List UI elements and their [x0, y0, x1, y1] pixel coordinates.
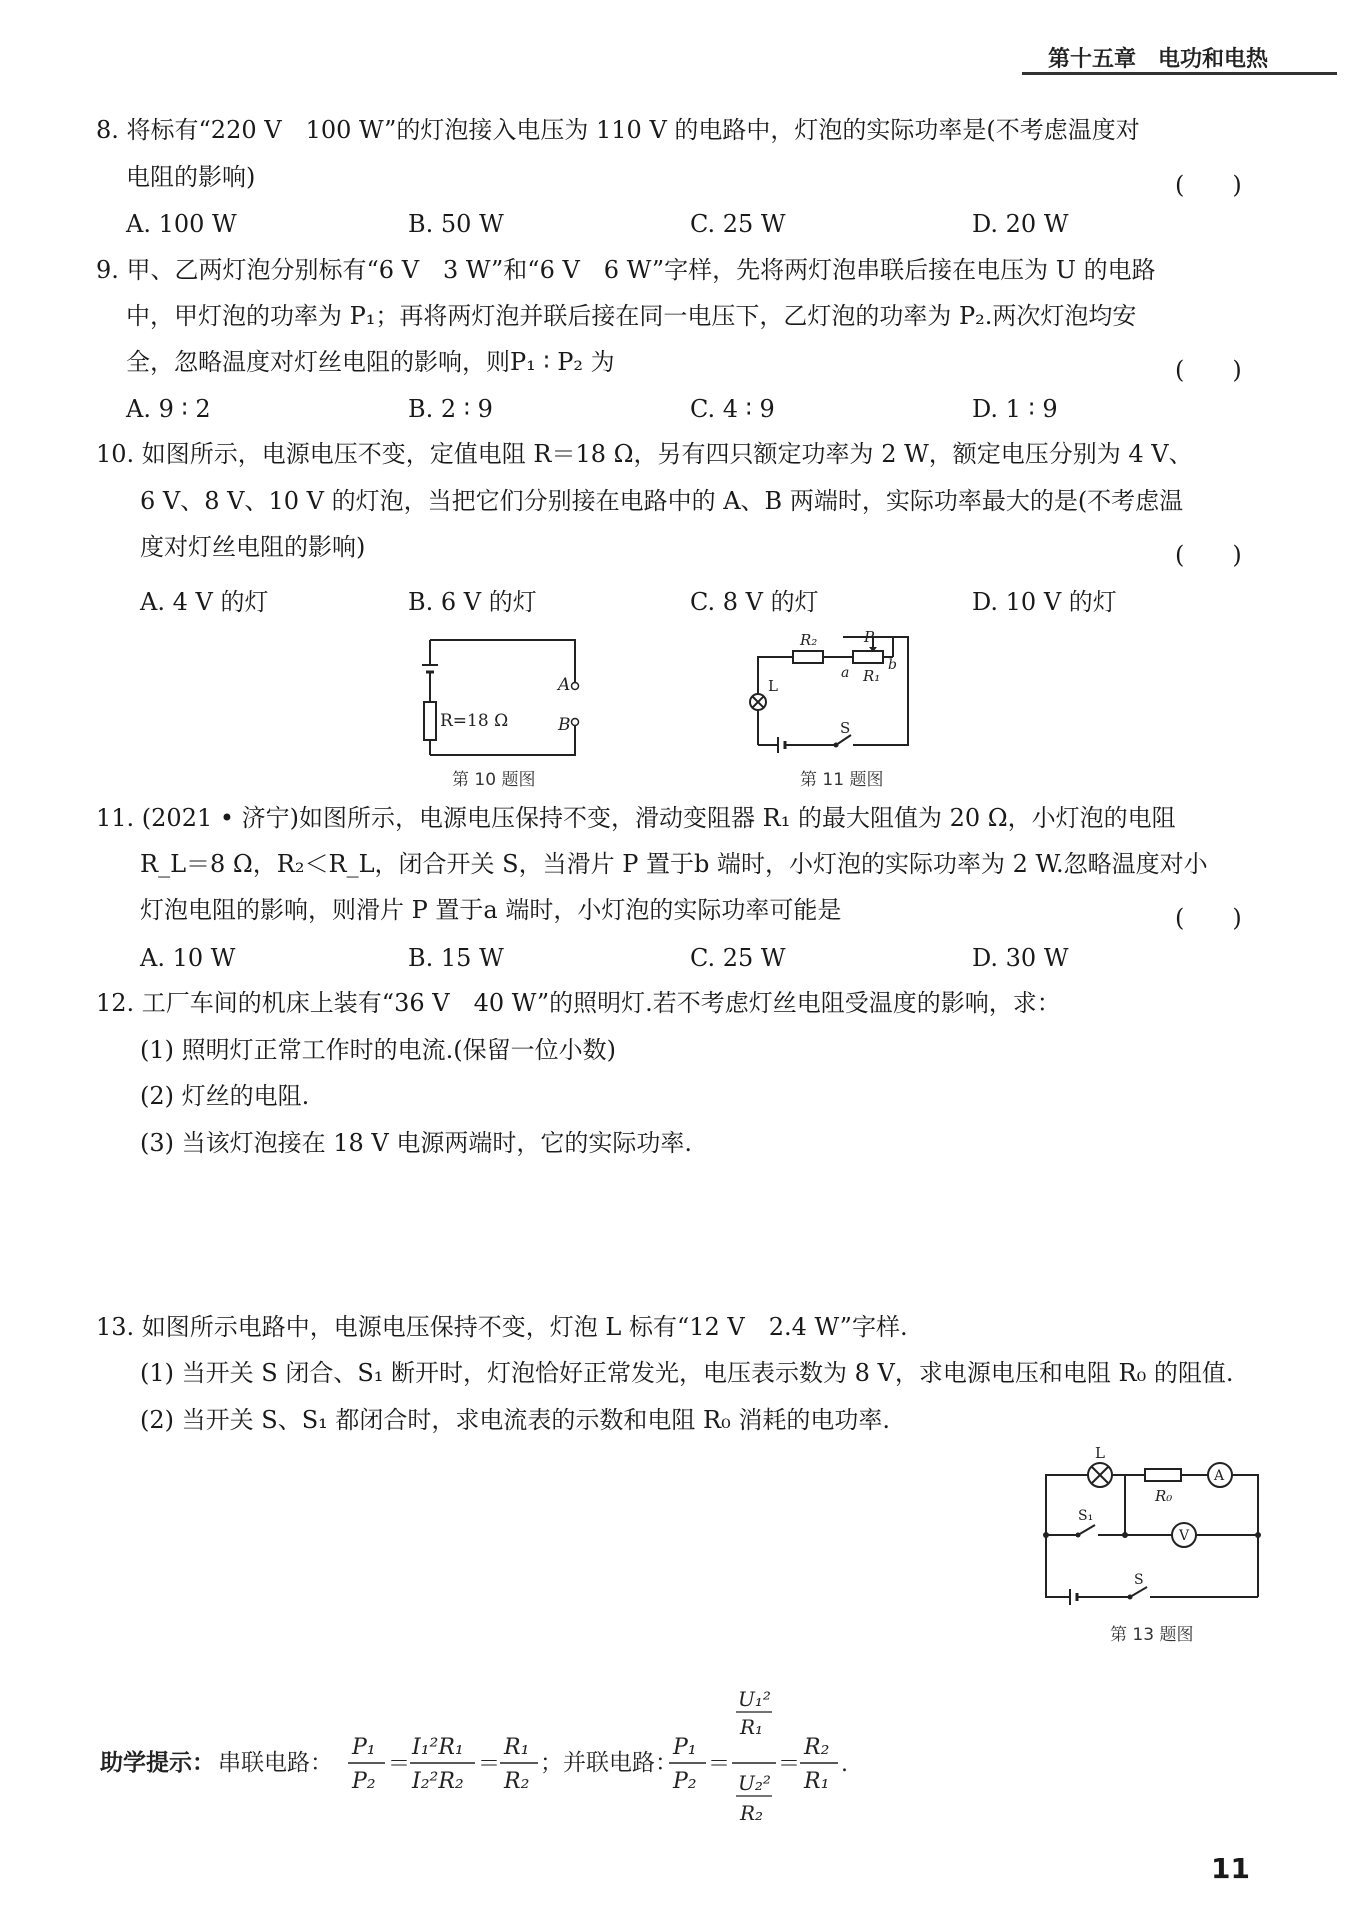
fig13-s-label: S — [1134, 1572, 1144, 1588]
tip-u2sq: U₂² — [738, 1771, 771, 1795]
figure-13-circuit — [1040, 1445, 1270, 1605]
q8-option-d: D. 20 W — [972, 210, 1069, 238]
tip-eq-4: ＝ — [778, 1752, 801, 1777]
q13-line1: 13. 如图所示电路中，电源电压保持不变，灯泡 L 标有“12 V 2.4 W”字样. — [96, 1313, 908, 1341]
fig11-caption: 第 11 题图 — [800, 770, 884, 790]
tip-series-label: 串联电路： — [218, 1750, 333, 1776]
q10-answer-paren: ( ) — [1175, 541, 1242, 569]
tip-label: 助学提示： — [100, 1749, 215, 1776]
fig10-terminal-a: A — [558, 675, 571, 695]
tip-r1-a: R₁ — [504, 1735, 530, 1760]
q9-option-b: B. 2 ∶ 9 — [408, 395, 493, 423]
q8-option-c: C. 25 W — [690, 210, 786, 238]
q9-line3: 全，忽略温度对灯丝电阻的影响，则P₁ ∶ P₂ 为 — [126, 348, 615, 376]
q12-sub2: (2) 灯丝的电阻. — [140, 1082, 310, 1110]
fig11-r1-label: R₁ — [863, 667, 881, 685]
q9-answer-paren: ( ) — [1175, 356, 1242, 384]
q11-option-d: D. 30 W — [972, 944, 1069, 972]
q11-option-c: C. 25 W — [690, 944, 786, 972]
fig11-end-a-label: a — [841, 665, 850, 681]
fig10-resistor-label: R=18 Ω — [440, 711, 509, 731]
fig13-s1-label: S₁ — [1078, 1508, 1094, 1524]
fig10-terminal-b: B — [558, 715, 571, 735]
fig13-ammeter-label: A — [1214, 1468, 1225, 1484]
q9-option-d: D. 1 ∶ 9 — [972, 395, 1058, 423]
tip-p1-b: P₁ — [673, 1735, 697, 1760]
q10-line1: 10. 如图所示，电源电压不变，定值电阻 R＝18 Ω，另有四只额定功率为 2 W，额定电压分别为 4 V、 — [96, 440, 1193, 468]
tip-parallel-label: ；并联电路： — [540, 1750, 678, 1776]
q12-line1: 12. 工厂车间的机床上装有“36 V 40 W”的照明灯.若不考虑灯丝电阻受温度的影响，求： — [96, 989, 1061, 1017]
figure-11-circuit — [748, 625, 948, 760]
q11-option-a: A. 10 W — [140, 944, 236, 972]
tip-eq-3: ＝ — [708, 1752, 731, 1777]
q11-answer-paren: ( ) — [1175, 904, 1242, 932]
q8-line1: 8. 将标有“220 V 100 W”的灯泡接入电压为 110 V 的电路中，灯泡的实际功率是(不考虑温度对 — [96, 116, 1140, 144]
page-number: 11 — [1211, 1852, 1250, 1885]
chapter-title: 第十五章 电功和电热 — [1047, 47, 1268, 72]
tip-r2-c: R₂ — [804, 1735, 830, 1760]
tip-r2-b: R₂ — [740, 1801, 764, 1825]
q12-sub1: (1) 照明灯正常工作时的电流.(保留一位小数) — [140, 1036, 616, 1064]
q9-option-a: A. 9 ∶ 2 — [126, 395, 211, 423]
q10-option-c: C. 8 V 的灯 — [690, 588, 819, 616]
tip-period: . — [841, 1752, 848, 1777]
q11-option-b: B. 15 W — [408, 944, 504, 972]
fig13-lamp-label: L — [1095, 1445, 1105, 1462]
q8-option-a: A. 100 W — [126, 210, 237, 238]
fig13-r0-label: R₀ — [1155, 1487, 1173, 1505]
tip-p1-a: P₁ — [352, 1735, 376, 1760]
q10-option-a: A. 4 V 的灯 — [140, 588, 269, 616]
fig11-slider-p-label: P — [864, 628, 875, 646]
q10-line2: 6 V、8 V、10 V 的灯泡，当把它们分别接在电路中的 A、B 两端时，实际功率最大的是(不考虑温 — [140, 487, 1184, 515]
q9-option-c: C. 4 ∶ 9 — [690, 395, 775, 423]
q12-sub3: (3) 当该灯泡接在 18 V 电源两端时，它的实际功率. — [140, 1129, 693, 1157]
q10-line3: 度对灯丝电阻的影响) — [140, 533, 366, 561]
q8-line2: 电阻的影响) — [126, 163, 256, 191]
tip-p2-a: P₂ — [352, 1769, 376, 1794]
q11-line1: 11. (2021 • 济宁)如图所示，电源电压保持不变，滑动变阻器 R₁ 的最大阻值为 20 Ω，小灯泡的电阻 — [96, 804, 1176, 832]
q8-option-b: B. 50 W — [408, 210, 504, 238]
q13-sub2: (2) 当开关 S、S₁ 都闭合时，求电流表的示数和电阻 R₀ 消耗的电功率. — [140, 1406, 890, 1434]
study-tip — [100, 1690, 1000, 1830]
fig13-caption: 第 13 题图 — [1110, 1625, 1194, 1645]
q10-option-b: B. 6 V 的灯 — [408, 588, 537, 616]
q13-sub1: (1) 当开关 S 闭合、S₁ 断开时，灯泡恰好正常发光，电压表示数为 8 V，求电源电压和电阻 R₀ 的阻值. — [140, 1359, 1234, 1387]
tip-u1sq: U₁² — [738, 1690, 771, 1711]
tip-r2-a: R₂ — [504, 1769, 530, 1794]
fig11-lamp-label: L — [768, 677, 778, 695]
q10-option-d: D. 10 V 的灯 — [972, 588, 1117, 616]
tip-i1r1: I₁²R₁ — [412, 1735, 464, 1760]
q9-line1: 9. 甲、乙两灯泡分别标有“6 V 3 W”和“6 V 6 W”字样，先将两灯泡串联后接在电压为 U 的电路 — [96, 256, 1156, 284]
fig11-switch-label: S — [840, 719, 851, 737]
tip-formula — [100, 1690, 1000, 1830]
tip-r1-c: R₁ — [804, 1769, 830, 1794]
fig13-voltmeter-label: V — [1179, 1528, 1190, 1544]
q11-line2: R_L＝8 Ω，R₂＜R_L，闭合开关 S，当滑片 P 置于b 端时，小灯泡的实际功率为 2 W.忽略温度对小 — [140, 850, 1208, 878]
tip-eq-1: ＝ — [388, 1752, 411, 1777]
fig11-end-b-label: b — [888, 657, 897, 673]
tip-r1-b: R₁ — [740, 1715, 764, 1739]
q11-line3: 灯泡电阻的影响，则滑片 P 置于a 端时，小灯泡的实际功率可能是 — [140, 896, 842, 924]
fig10-caption: 第 10 题图 — [452, 770, 536, 790]
fig11-r2-label: R₂ — [800, 631, 818, 649]
tip-eq-2: ＝ — [478, 1752, 501, 1777]
q8-answer-paren: ( ) — [1175, 171, 1242, 199]
tip-i2r2: I₂²R₂ — [412, 1769, 464, 1794]
q9-line2: 中，甲灯泡的功率为 P₁；再将两灯泡并联后接在同一电压下，乙灯泡的功率为 P₂.两次灯泡均安 — [126, 302, 1137, 330]
figure-10-circuit — [400, 630, 600, 765]
tip-p2-b: P₂ — [673, 1769, 697, 1794]
